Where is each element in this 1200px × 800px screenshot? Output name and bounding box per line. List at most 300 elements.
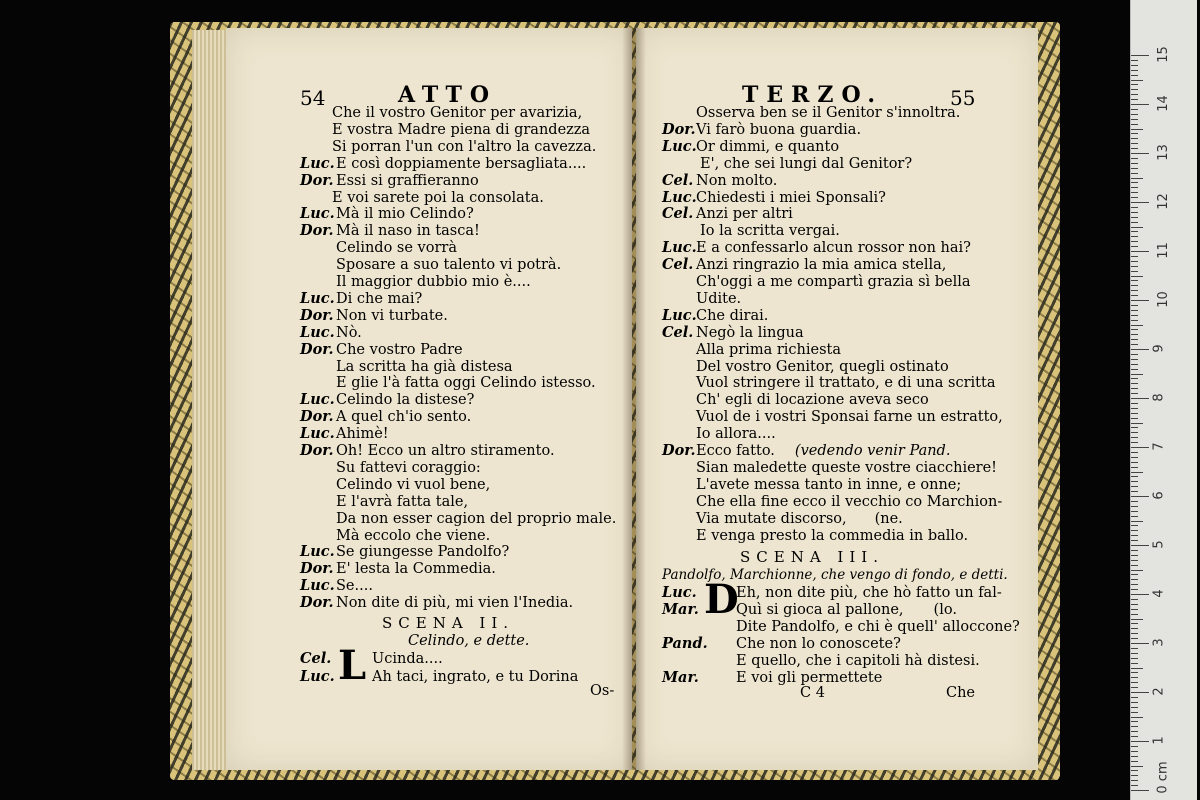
- speaker-label: Pand.: [662, 635, 708, 652]
- ruler-tick: [1131, 261, 1138, 262]
- text-line: [662, 121, 861, 139]
- verse-text: Non dite di più, mi vien l'Inedia.: [336, 595, 574, 612]
- text-line: [300, 341, 463, 359]
- text-line: [332, 189, 544, 207]
- text-line: [300, 442, 555, 460]
- ruler-tick: [1131, 388, 1138, 389]
- ruler-tick: [1131, 751, 1138, 752]
- text-line: [300, 408, 471, 426]
- verse-text: Negò la lingua: [696, 324, 804, 341]
- ruler-tick: [1131, 84, 1138, 85]
- verse-text: Osserva ben se il Genitor s'innoltra.: [696, 105, 961, 121]
- ruler-tick: [1131, 408, 1138, 409]
- ruler-tick: [1131, 65, 1138, 66]
- ruler-tick: [1131, 702, 1138, 703]
- speaker-label: Mar.: [662, 669, 699, 686]
- text-line: [300, 425, 389, 443]
- ruler-tick: [1131, 462, 1138, 463]
- ruler-tick: [1131, 290, 1138, 291]
- speaker-label: Luc.: [662, 584, 697, 601]
- ruler-tick: [1131, 153, 1149, 154]
- ruler-tick: [1131, 697, 1138, 698]
- text-line: [662, 669, 882, 687]
- verse-text: Mà eccolo che viene.: [336, 527, 491, 544]
- verse-text: La scritta ha già distesa: [336, 358, 513, 375]
- ruler-tick: [1131, 540, 1138, 541]
- ruler-tick: [1131, 614, 1138, 615]
- ruler-label: 14: [1155, 95, 1171, 112]
- verse-text: Vuol stringere il trattato, e di una scritta: [696, 375, 996, 392]
- ruler-label: 15: [1155, 46, 1171, 63]
- verse-text: Udite.: [696, 290, 742, 307]
- ruler-tick: [1131, 486, 1138, 487]
- verse-text: E vostra Madre piena di grandezza: [332, 121, 591, 138]
- speaker-label: Luc.: [300, 289, 335, 307]
- text-line: [332, 104, 582, 122]
- verse-text: Celindo la distese?: [336, 392, 475, 409]
- verse-text: E quello, che i capitoli hà distesi.: [736, 653, 980, 669]
- ruler-tick: [1131, 668, 1143, 669]
- ruler-tick: [1131, 129, 1143, 130]
- ruler-tick: [1131, 506, 1138, 507]
- ruler-tick: [1131, 378, 1138, 379]
- ruler-tick: [1131, 349, 1149, 350]
- text-line: [300, 307, 448, 325]
- ruler-tick: [1131, 104, 1149, 105]
- ruler-tick: [1131, 574, 1138, 575]
- speaker-label: Luc.: [300, 543, 335, 561]
- ruler-label: 13: [1155, 144, 1171, 161]
- text-line: [662, 324, 804, 342]
- speaker-label: Luc.: [300, 323, 335, 341]
- ruler-tick: [1131, 109, 1138, 110]
- text-line: [336, 374, 596, 392]
- line-continuation: (ne.: [874, 510, 903, 527]
- right-scene-subtitle: Pandolfo, Marchionne, che vengo di fondo, e detti.: [662, 567, 1008, 583]
- verse-text: Anzi per altri: [696, 206, 793, 223]
- speaker-label: Dor.: [300, 171, 334, 189]
- ruler-tick: [1131, 320, 1138, 321]
- verse-text: E l'avrà fatta tale,: [336, 493, 469, 510]
- ruler-tick: [1131, 516, 1138, 517]
- speaker-label: Luc.: [300, 668, 335, 685]
- ruler-label: 7: [1151, 442, 1167, 451]
- ruler-tick: [1131, 329, 1138, 330]
- speaker-label: Luc.: [300, 391, 335, 409]
- verse-text: Celindo se vorrà: [336, 240, 457, 257]
- text-line: [696, 476, 961, 494]
- verse-text: E', che sei lungi dal Genitor?: [700, 155, 913, 172]
- ruler-tick: [1131, 423, 1143, 424]
- ruler-tick: [1131, 545, 1149, 546]
- verse-text: Ch' egli di locazione aveva seco: [696, 392, 929, 409]
- ruler-tick: [1131, 672, 1138, 673]
- ruler-tick: [1131, 712, 1138, 713]
- ruler-tick: [1131, 227, 1143, 228]
- speaker-label: Cel.: [300, 650, 332, 667]
- verse-text: Eh, non dite più, che hò fatto un fal-: [736, 585, 1002, 601]
- ruler-tick: [1131, 731, 1138, 732]
- ruler-tick: [1131, 80, 1143, 81]
- ruler-tick: [1131, 481, 1138, 482]
- verse-text: Ucinda....: [372, 651, 443, 667]
- line-continuation: (lo.: [933, 602, 957, 618]
- speaker-label: Cel.: [662, 256, 694, 274]
- right-page-number: 55: [950, 86, 976, 110]
- ruler-tick: [1131, 418, 1138, 419]
- verse-text: Ch'oggi a me compartì grazia sì bella: [696, 274, 971, 290]
- ruler-tick: [1131, 525, 1138, 526]
- right-catchword: Che: [946, 685, 976, 701]
- verse-text: E voi sarete poi la consolata.: [332, 189, 544, 206]
- ruler-tick: [1131, 197, 1138, 198]
- speaker-label: Luc.: [662, 239, 697, 257]
- ruler-tick: [1131, 266, 1138, 267]
- ruler-tick: [1131, 138, 1138, 139]
- ruler-tick: [1131, 619, 1143, 620]
- ruler-tick: [1131, 521, 1143, 522]
- speaker-label: Luc.: [662, 137, 697, 155]
- ruler-tick: [1131, 75, 1138, 76]
- ruler-tick: [1131, 246, 1138, 247]
- ruler-tick: [1131, 182, 1138, 183]
- text-line: [336, 239, 457, 257]
- text-line: [662, 652, 980, 670]
- ruler-tick: [1131, 511, 1138, 512]
- text-line: [300, 391, 474, 409]
- ruler-tick: [1131, 658, 1138, 659]
- ruler-tick: [1131, 648, 1138, 649]
- verse-text: E venga presto la commedia in ballo.: [696, 527, 969, 544]
- ruler-tick: [1131, 785, 1138, 786]
- verse-text: E glie l'à fatta oggi Celindo istesso.: [336, 375, 596, 392]
- verse-text: Che non lo conoscete?: [736, 636, 901, 652]
- ruler-label: 8: [1151, 393, 1167, 402]
- ruler-tick: [1131, 334, 1138, 335]
- verse-text: Anzi ringrazio la mia amica stella,: [696, 257, 947, 274]
- ruler-tick: [1131, 472, 1143, 473]
- speaker-label: Dor.: [300, 560, 334, 578]
- ruler-tick: [1131, 119, 1138, 120]
- text-line: [696, 273, 971, 291]
- ruler-label: 5: [1151, 540, 1167, 549]
- text-line: [300, 172, 479, 190]
- verse-text: Alla prima richiesta: [696, 341, 842, 358]
- ruler-tick: [1131, 775, 1138, 776]
- book-gutter: [622, 28, 646, 770]
- ruler-tick: [1131, 173, 1138, 174]
- ruler-tick: [1131, 124, 1138, 125]
- ruler-tick: [1131, 628, 1138, 629]
- verse-text: Dite Pandolfo, e chi è quell' alloccone?: [736, 619, 1020, 635]
- text-line: [300, 594, 573, 612]
- text-line: [662, 442, 950, 460]
- ruler-tick: [1131, 143, 1138, 144]
- right-scene-title: SCENA III.: [740, 548, 884, 566]
- ruler-tick: [1131, 496, 1149, 497]
- verse-text: Del vostro Genitor, quegli ostinato: [696, 358, 949, 375]
- ruler-tick: [1131, 560, 1138, 561]
- verse-text: Vi farò buona guardia.: [696, 121, 862, 138]
- speaker-label: Dor.: [300, 442, 334, 459]
- ruler-tick: [1131, 212, 1138, 213]
- ruler-tick: [1131, 447, 1149, 448]
- ruler-tick: [1131, 584, 1138, 585]
- ruler-tick: [1131, 467, 1138, 468]
- verse-text: Via mutate discorso,: [696, 510, 847, 527]
- text-line: [662, 256, 946, 274]
- verse-text: Si porran l'un con l'altro la cavezza.: [332, 138, 597, 155]
- verse-text: Quì si gioca al pallone,: [736, 602, 904, 618]
- ruler-tick: [1131, 570, 1143, 571]
- text-line: [696, 391, 929, 409]
- speaker-label: Dor.: [300, 306, 334, 324]
- verse-text: Che ella fine ecco il vecchio co Marchion-: [696, 493, 1003, 510]
- verse-text: Mà il naso in tasca!: [336, 223, 480, 240]
- ruler-tick: [1131, 761, 1138, 762]
- left-catchword: Os-: [590, 683, 615, 699]
- ruler-tick: [1131, 271, 1138, 272]
- ruler-tick: [1131, 295, 1138, 296]
- verse-text: Essi si graffieranno: [336, 172, 479, 189]
- ruler-label: 1: [1151, 736, 1167, 745]
- verse-text: E voi gli permettete: [736, 670, 883, 686]
- text-line: [696, 425, 776, 443]
- verse-text: Sposare a suo talento vi potrà.: [336, 257, 562, 274]
- ruler-tick: [1131, 256, 1138, 257]
- ruler-tick: [1131, 168, 1138, 169]
- ruler-tick: [1131, 280, 1138, 281]
- ruler-tick: [1131, 310, 1138, 311]
- ruler-tick: [1131, 530, 1138, 531]
- text-line: [336, 256, 561, 274]
- verse-text: Mà il mio Celindo?: [336, 206, 474, 223]
- ruler-tick: [1131, 736, 1138, 737]
- ruler-tick: [1131, 344, 1138, 345]
- verse-text: L'avete messa tanto in inne, e onne;: [696, 476, 962, 493]
- left-scene-subtitle: Celindo, e dette.: [408, 633, 530, 649]
- text-line: [300, 543, 509, 561]
- ruler-label: 12: [1155, 193, 1171, 210]
- text-line: [696, 459, 997, 477]
- ruler-tick: [1131, 251, 1149, 252]
- ruler-tick: [1131, 148, 1138, 149]
- speaker-label: Dor.: [300, 594, 334, 612]
- speaker-label: Cel.: [662, 205, 694, 223]
- text-line: [662, 307, 768, 325]
- ruler-tick: [1131, 163, 1138, 164]
- text-line: [696, 104, 960, 122]
- ruler-tick: [1131, 555, 1138, 556]
- verse-text: Or dimmi, e quanto: [696, 138, 840, 155]
- speaker-label: Dor.: [662, 120, 696, 138]
- ruler-tick: [1131, 325, 1143, 326]
- verse-text: A quel ch'io sento.: [336, 409, 472, 426]
- verse-text: Io la scritta vergai.: [700, 223, 840, 240]
- ruler-tick: [1131, 285, 1138, 286]
- ruler-tick: [1131, 60, 1138, 61]
- ruler-label: 6: [1151, 491, 1167, 500]
- ruler-tick: [1131, 300, 1149, 301]
- ruler-tick: [1131, 599, 1138, 600]
- ruler-tick: [1131, 780, 1138, 781]
- ruler-label: 10: [1155, 291, 1171, 308]
- verse-text: Nò.: [336, 324, 362, 341]
- ruler-tick: [1131, 707, 1138, 708]
- ruler-tick: [1131, 565, 1138, 566]
- text-line: [300, 650, 443, 668]
- left-running-header: ATTO: [398, 82, 497, 108]
- ruler-label: 4: [1151, 589, 1167, 598]
- ruler-tick: [1131, 276, 1143, 277]
- verse-text: Non vi turbate.: [336, 307, 448, 324]
- text-line: [662, 635, 901, 653]
- text-line: [696, 527, 968, 545]
- ruler-tick: [1131, 364, 1138, 365]
- ruler-tick: [1131, 638, 1138, 639]
- ruler-tick: [1131, 427, 1138, 428]
- speaker-label: Dor.: [662, 442, 696, 459]
- speaker-label: Luc.: [300, 425, 335, 443]
- text-line: [300, 222, 480, 240]
- ruler-tick: [1131, 717, 1143, 718]
- ruler-tick: [1131, 692, 1149, 693]
- ruler-tick: [1131, 457, 1138, 458]
- text-line: [336, 493, 468, 511]
- speaker-label: Cel.: [662, 171, 694, 189]
- ruler-tick: [1131, 721, 1138, 722]
- ruler-tick: [1131, 55, 1149, 56]
- ruler-tick: [1131, 158, 1138, 159]
- ruler-tick: [1131, 393, 1138, 394]
- ruler-tick: [1131, 442, 1138, 443]
- verse-text: Di che mai?: [336, 290, 423, 307]
- text-line: [332, 138, 596, 156]
- verse-text: Ecco fatto.: [696, 443, 775, 459]
- ruler-tick: [1131, 766, 1143, 767]
- speaker-label: Luc.: [662, 306, 697, 324]
- speaker-label: Dor.: [300, 222, 334, 240]
- ruler-tick: [1131, 589, 1138, 590]
- verse-text: Ah taci, ingrato, e tu Dorina: [372, 669, 579, 685]
- ruler-unit-label: 0 cm: [1155, 761, 1171, 794]
- ruler-tick: [1131, 535, 1138, 536]
- verse-text: Chiedesti i miei Sponsali?: [696, 189, 886, 206]
- ruler-tick: [1131, 231, 1138, 232]
- speaker-label: Luc.: [300, 205, 335, 223]
- text-line: [662, 205, 793, 223]
- ruler-label: 9: [1151, 344, 1167, 353]
- text-line: [300, 205, 474, 223]
- ruler-tick: [1131, 432, 1138, 433]
- ruler-tick: [1131, 687, 1138, 688]
- text-line: [700, 222, 840, 240]
- left-scene-title: SCENA II.: [382, 614, 515, 632]
- ruler-tick: [1131, 403, 1138, 404]
- text-line: [662, 172, 777, 190]
- ruler-label: 11: [1155, 242, 1171, 259]
- verse-text: Io allora....: [696, 426, 776, 443]
- ruler-tick: [1131, 133, 1138, 134]
- ruler-tick: [1131, 305, 1138, 306]
- verse-text: Che dirai.: [696, 307, 769, 324]
- left-page-number: 54: [300, 86, 326, 110]
- text-line: [336, 527, 490, 545]
- ruler-tick: [1131, 202, 1149, 203]
- ruler-tick: [1131, 222, 1138, 223]
- text-line: [332, 121, 590, 139]
- text-line: [300, 155, 586, 173]
- verse-text: Su fattevi coraggio:: [336, 459, 481, 476]
- ruler-tick: [1131, 315, 1138, 316]
- text-line: [336, 273, 531, 291]
- ruler-tick: [1131, 178, 1143, 179]
- ruler-tick: [1131, 452, 1138, 453]
- text-line: [300, 290, 422, 308]
- ruler-tick: [1131, 398, 1149, 399]
- ruler-tick: [1131, 236, 1138, 237]
- ruler-tick: [1131, 682, 1138, 683]
- text-line: [696, 290, 741, 308]
- ruler-tick: [1131, 187, 1138, 188]
- ruler-tick: [1131, 741, 1149, 742]
- ruler-tick: [1131, 374, 1143, 375]
- text-line: [336, 476, 490, 494]
- text-line: [696, 493, 1002, 511]
- verse-text: Sian maledette queste vostre ciacchiere!: [696, 459, 997, 476]
- ruler-tick: [1131, 604, 1138, 605]
- ruler-tick: [1131, 70, 1138, 71]
- drop-capital: D: [704, 576, 739, 623]
- verse-text: Se....: [336, 578, 373, 595]
- ruler-tick: [1131, 99, 1138, 100]
- text-line: [696, 341, 841, 359]
- ruler-tick: [1131, 383, 1138, 384]
- ruler-tick: [1131, 677, 1138, 678]
- ruler-tick: [1131, 413, 1138, 414]
- ruler-tick: [1131, 339, 1138, 340]
- text-line: [696, 510, 903, 528]
- text-line: [336, 459, 481, 477]
- speaker-label: Dor.: [300, 408, 334, 426]
- text-line: [696, 358, 949, 376]
- verse-text: E' lesta la Commedia.: [336, 561, 496, 578]
- ruler-tick: [1131, 623, 1138, 624]
- ruler-tick: [1131, 550, 1138, 551]
- ruler-tick: [1131, 217, 1138, 218]
- verse-text: Ahimè!: [336, 426, 389, 443]
- ruler-tick: [1131, 594, 1149, 595]
- verse-text: E così doppiamente bersagliata....: [336, 155, 587, 172]
- ruler-tick: [1131, 114, 1138, 115]
- ruler-tick: [1131, 746, 1138, 747]
- ruler-tick: [1131, 653, 1138, 654]
- verse-text: Non molto.: [696, 172, 778, 189]
- text-line: [336, 510, 616, 528]
- text-line: [696, 408, 1003, 426]
- signature-mark: C 4: [800, 685, 825, 701]
- ruler-tick: [1131, 207, 1138, 208]
- ruler-tick: [1131, 359, 1138, 360]
- text-line: [300, 324, 362, 342]
- speaker-label: Luc.: [662, 188, 697, 206]
- ruler-tick: [1131, 241, 1138, 242]
- ruler-tick: [1131, 437, 1138, 438]
- verse-text: Oh! Ecco un altro stiramento.: [336, 443, 555, 459]
- ruler-tick: [1131, 643, 1149, 644]
- speaker-label: Luc.: [300, 577, 335, 595]
- verse-text: Che vostro Padre: [336, 341, 463, 358]
